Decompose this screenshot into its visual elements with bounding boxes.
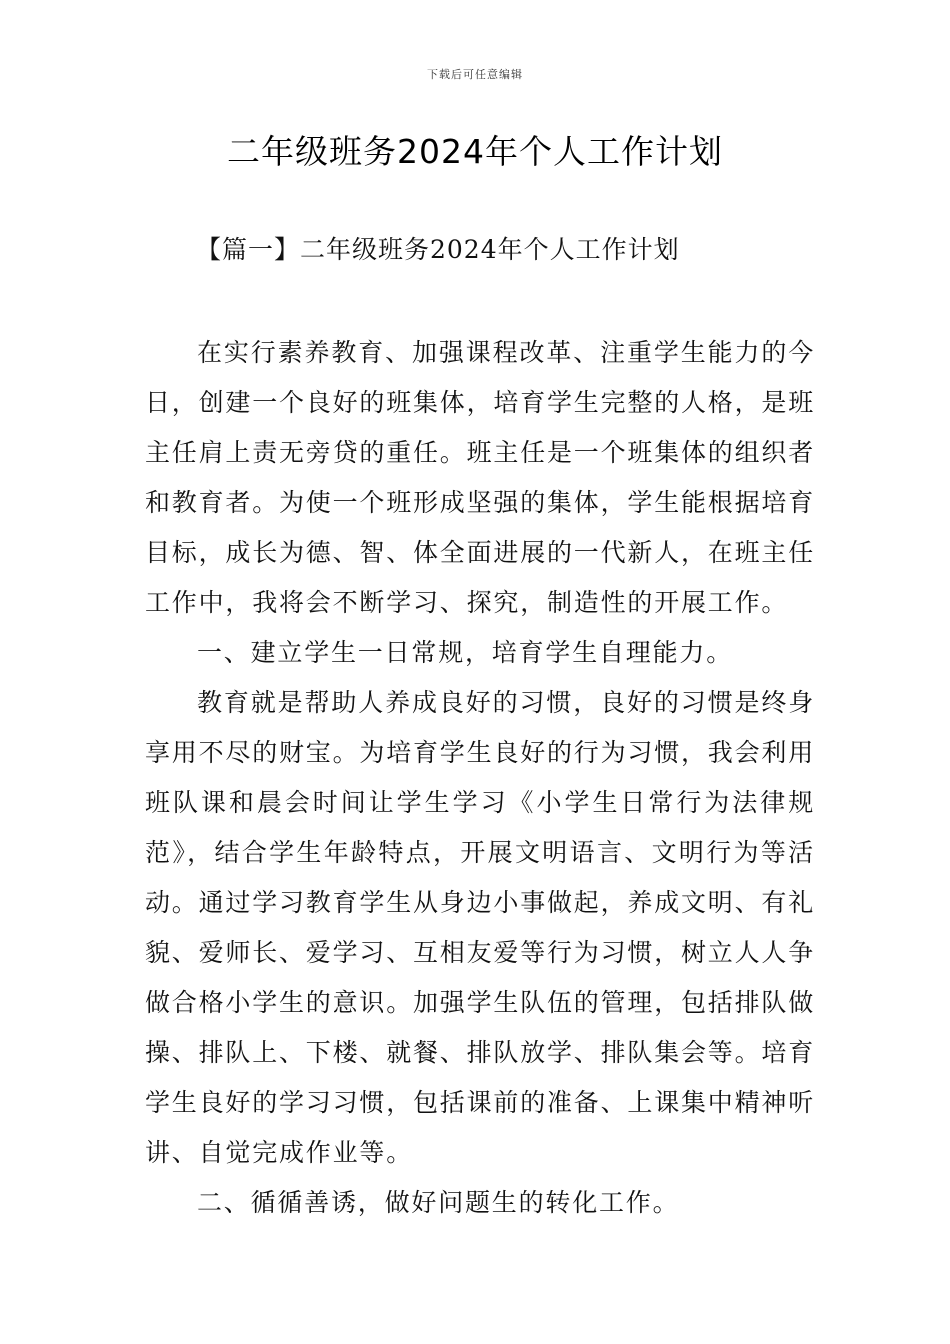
document-body — [145, 328, 815, 1228]
paragraph-intro: 在实行素养教育、加强课程改革、注重学生能力的今日，创建一个良好的班集体，培育学生完整的人格，是班主任肩上责无旁贷的重任。班主任是一个班集体的组织者和教育者。为使一个班形成坚强的集体，学生能根据培育目标，成长为德、智、体全面进展的一代新人，在班主任工作中，我将会不断学习、探究，制造性的开展工作。 — [145, 338, 816, 617]
paragraph-point-one-heading: 一、建立学生一日常规，培育学生自理能力。 — [197, 638, 734, 667]
section-heading: 【篇一】二年级班务2024年个人工作计划 — [196, 235, 680, 264]
paragraph-habits: 教育就是帮助人养成良好的习惯，良好的习惯是终身享用不尽的财宝。为培育学生良好的行为习惯，我会利用班队课和晨会时间让学生学习《小学生日常行为法律规范》，结合学生年龄特点，开展文明语言、文明行为等活动。通过学习教育学生从身边小事做起，养成文明、有礼貌、爱师长、爱学习、互相友爱等行为习惯，树立人人争做合格小学生的意识。加强学生队伍的管理，包括排队做操、排队上、下楼、就餐、排队放学、排队集会等。培育学生良好的学习习惯，包括课前的准备、上课集中精神听讲、自觉完成作业等。 — [145, 688, 816, 1167]
header-note: 下载后可任意编辑 — [427, 68, 523, 81]
document-title: 二年级班务2024年个人工作计划 — [227, 132, 723, 171]
paragraph-point-two-heading: 二、循循善诱，做好问题生的转化工作。 — [197, 1188, 680, 1217]
